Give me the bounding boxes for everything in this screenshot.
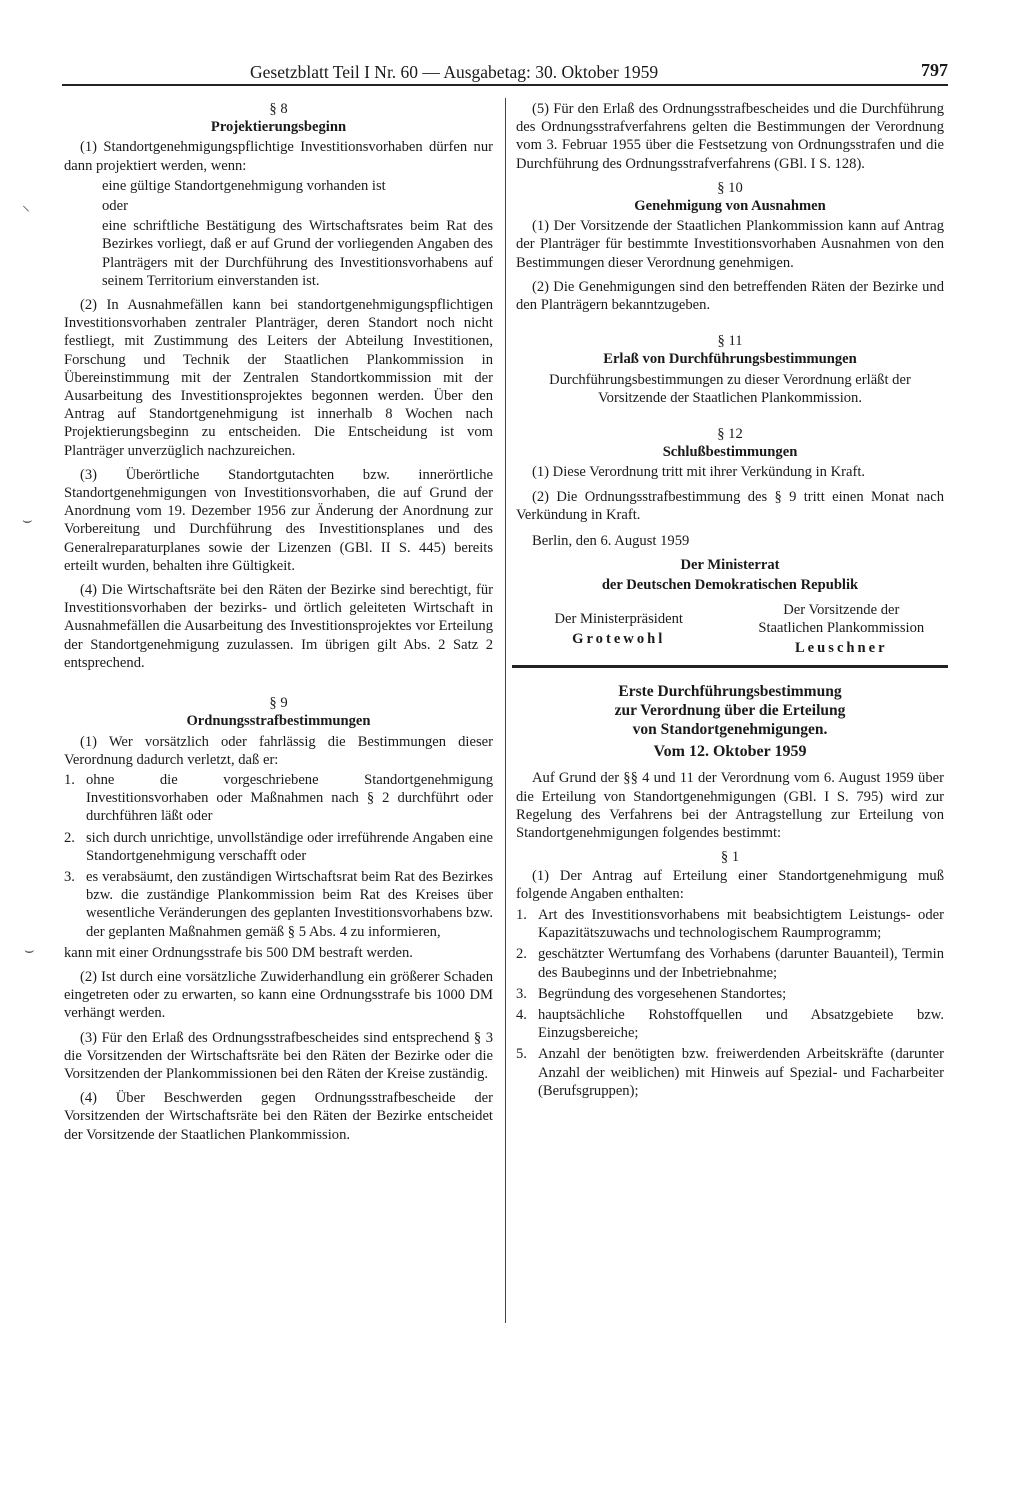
header-rule (62, 84, 948, 86)
section-10-title: Genehmigung von Ausnahmen (634, 198, 826, 215)
left-column (64, 100, 493, 1150)
section-12-number: § 12 (717, 426, 743, 443)
list-item: 2. geschätzter Wertumfang des Vorhabens (darunter Bauanteil), Termin des Baubeginns und der Inbetriebnahme; (516, 946, 944, 981)
section-8-number: § 8 (269, 101, 288, 117)
section-8-or: oder (102, 198, 128, 215)
section-8-para-2: (2) In Ausnahmefällen kann bei standortgenehmigungspflichtigen Investitionsvorhaben zentraler Planträger, deren Standort noch nicht festliegt, mit Zustimmung des Leiters der Abteilung Investitionen, Forschung und Technik der Staatlichen Plankommission in Übereinstimmung mit der Zentralen Standortkommission mit der Ausarbeitung des Investitionsprojektes begonnen werden. Über den Antrag auf Standortgenehmigung ist innerhalb 8 Wochen nach Projektierungsbeginn zu entscheiden. Die Entscheidung ist vom Planträger unverzüglich nachzureichen. (64, 297, 493, 459)
page-number: 797 (921, 60, 948, 80)
section-12-para-2: (2) Die Ordnungsstrafbestimmung des § 9 tritt einen Monat nach Verkündung in Kraft. (516, 488, 944, 523)
section-9-para-5: (5) Für den Erlaß des Ordnungsstrafbescheides und die Durchführung des Ordnungsstrafverfahrens gelten die Bestimmungen der Verordnung vom 3. Februar 1955 über die Festsetzung von Ordnungsstrafen und die Durchführung des Ordnungsstrafverfahrens (GBl. I S. 128). (516, 101, 944, 172)
new-section-1-number: § 1 (720, 849, 740, 866)
section-10-para-2: (2) Die Genehmigungen sind den betreffenden Räten der Bezirke und den Planträgern bekanntzugeben. (516, 278, 944, 314)
signer-role: Der Vorsitzende der (783, 601, 900, 618)
section-10-para-1: (1) Der Vorsitzende der Staatlichen Plankommission kann auf Antrag der Planträger für bestimmte Investitionsvorhaben Ausnahmen von den Bestimmungen dieser Verordnung genehmigen. (516, 218, 944, 271)
new-document-intro: Auf Grund der §§ 4 und 11 der Verordnung vom 6. August 1959 über die Erteilung von Standortgenehmigungen (GBl. I S. 795) wird zur Regelung des Verfahrens bei der Antragstellung zur Erteilung von Standortgenehmigungen folgendes bestimmt: (516, 770, 944, 842)
section-9-para-4: (4) Über Beschwerden gegen Ordnungsstrafbescheide der Vorsitzenden der Wirtschaftsräte bei den Räten der Bezirke entscheidet der Vorsitzende der Staatlichen Plankommission. (64, 1090, 493, 1143)
section-8-condition-2: eine schriftliche Bestätigung des Wirtschaftsrates beim Rat des Bezirkes vorliegt, daß er auf Grund der vorliegenden Angaben des Planträgers mit der Durchführung des Investitionsvorhabens auf seinem Territorium einverstanden ist. (102, 218, 493, 289)
section-9-title: Ordnungsstrafbestimmungen (186, 713, 371, 730)
section-10-number: § 10 (717, 179, 743, 196)
right-column (516, 100, 944, 1103)
new-section-1-para-1: (1) Der Antrag auf Erteilung einer Standortgenehmigung muß folgende Angaben enthalten: (516, 867, 944, 902)
signer-role: Staatlichen Plankommission (758, 619, 925, 636)
margin-mark: ⌣ (24, 942, 35, 959)
list-item: 1. ohne die vorgeschriebene Standortgenehmigung Investitionsvorhaben oder Maßnahmen nach § 2 durchführt oder durchführen läßt oder (64, 771, 493, 825)
new-section-1-list (516, 906, 944, 1100)
section-divider (512, 665, 948, 668)
section-9-para-1-intro: (1) Wer vorsätzlich oder fahrlässig die Bestimmungen dieser Verordnung dadurch verletzt, daß er: (64, 733, 493, 768)
section-9-para-3: (3) Für den Erlaß des Ordnungsstrafbescheides sind entsprechend § 3 die Vorsitzenden der Wirtschaftsräte bei den Räten der Bezirke oder die Vorsitzenden der Plankommissionen bei den Räten der Kreise zuständig. (64, 1029, 493, 1082)
section-8-title: Projektierungsbeginn (210, 119, 347, 136)
section-12-para-1: (1) Diese Verordnung tritt mit ihrer Verkündung in Kraft. (532, 464, 866, 481)
section-8-para-1-intro: (1) Standortgenehmigungspflichtige Investitionsvorhaben dürfen nur dann projektiert werden, wenn: (64, 139, 493, 174)
header-title: Gesetzblatt Teil I Nr. 60 — Ausgabetag: 30. Oktober 1959 (250, 62, 659, 82)
list-item: 3. es verabsäumt, den zuständigen Wirtschaftsrat beim Rat des Bezirkes bzw. die zuständige Plankommission beim Rat des Kreises über wesentliche Veränderungen des geplanten Investitionsvorhabens bzw. der geplanten Maßnahmen gemäß § 5 Abs. 4 zu informieren, (64, 868, 493, 940)
signer-name: Grotewohl (572, 630, 666, 647)
new-document-title: von Standortgenehmigungen. (632, 721, 828, 739)
list-item: 2. sich durch unrichtige, unvollständige oder irreführende Angaben eine Standortgenehmigung verschafft oder (64, 829, 493, 864)
signer-prime-minister (516, 601, 721, 648)
section-11-number: § 11 (717, 333, 743, 350)
section-11-title: Erlaß von Durchführungsbestimmungen (603, 351, 857, 368)
margin-mark: ⌣ (22, 512, 33, 529)
new-document-title: Erste Durchführungsbestimmung (618, 683, 842, 701)
margin-mark: ⸌ (22, 204, 31, 221)
signer-role: Der Ministerpräsident (554, 610, 683, 627)
column-divider (505, 98, 506, 1323)
section-9-para-1-tail: kann mit einer Ordnungsstrafe bis 500 DM bestraft werden. (64, 944, 413, 961)
list-item: 1. Art des Investitionsvorhabens mit beabsichtigtem Leistungs- oder Kapazitätszuwachs und technologischem Raumprogramm; (516, 906, 944, 942)
signer-name: Leuschner (794, 640, 888, 657)
section-12-title: Schlußbestimmungen (662, 444, 798, 461)
council-title: Der Ministerrat (680, 557, 780, 574)
list-item: 5. Anzahl der benötigten bzw. freiwerdenden Arbeitskräfte (darunter Anzahl der weiblichen) mit Hinweis auf Spezial- und Facharbeiter (Berufsgruppen); (516, 1046, 944, 1099)
section-9-list (64, 771, 493, 941)
council-subtitle: der Deutschen Demokratischen Republik (601, 577, 859, 594)
new-document-date: Vom 12. Oktober 1959 (653, 743, 807, 761)
section-9-para-2: (2) Ist durch eine vorsätzliche Zuwiderhandlung ein größerer Schaden eingetreten oder zu erwarten, so kann eine Ordnungsstrafe bis 1000 DM verhängt werden. (64, 968, 493, 1022)
list-item: 3. Begründung des vorgesehenen Standortes; (516, 985, 787, 1002)
date-line: Berlin, den 6. August 1959 (532, 533, 690, 550)
section-8-para-3: (3) Überörtliche Standortgutachten bzw. innerörtliche Standortgenehmigungen von Investitionsvorhaben, die auf Grund der Anordnung vom 19. Dezember 1956 zur Änderung der Anordnung zur Vorbereitung und Durchführung des Investitionsplanes und des Generalreparaturplanes sowie der Lizenzen (GBl. II S. 445) bereits erteilt wurden, behalten ihre Gültigkeit. (64, 466, 493, 574)
page-header (62, 56, 948, 86)
list-item: 4. hauptsächliche Rohstoffquellen und Absatzgebiete bzw. Einzugsbereiche; (516, 1006, 944, 1042)
section-11-para-1: Durchführungsbestimmungen zu dieser Verordnung erläßt der Vorsitzende der Staatlichen Plankommission. (549, 371, 911, 406)
section-9-number: § 9 (269, 695, 288, 712)
signer-chairman (739, 601, 944, 658)
section-8-para-4: (4) Die Wirtschaftsräte bei den Räten der Bezirke sind berechtigt, für Investitionsvorhaben der bezirks- und örtlich geleiteten Wirtschaft in Ausnahmefällen die Ausarbeitung des Investitionsprojektes vor Erteilung der Standortgenehmigung zuzulassen. Im übrigen gilt Abs. 2 Satz 2 entsprechend. (64, 582, 493, 671)
signature-block (516, 601, 944, 658)
section-8-condition-1: eine gültige Standortgenehmigung vorhanden ist (102, 177, 386, 194)
new-document-title: zur Verordnung über die Erteilung (614, 702, 846, 720)
